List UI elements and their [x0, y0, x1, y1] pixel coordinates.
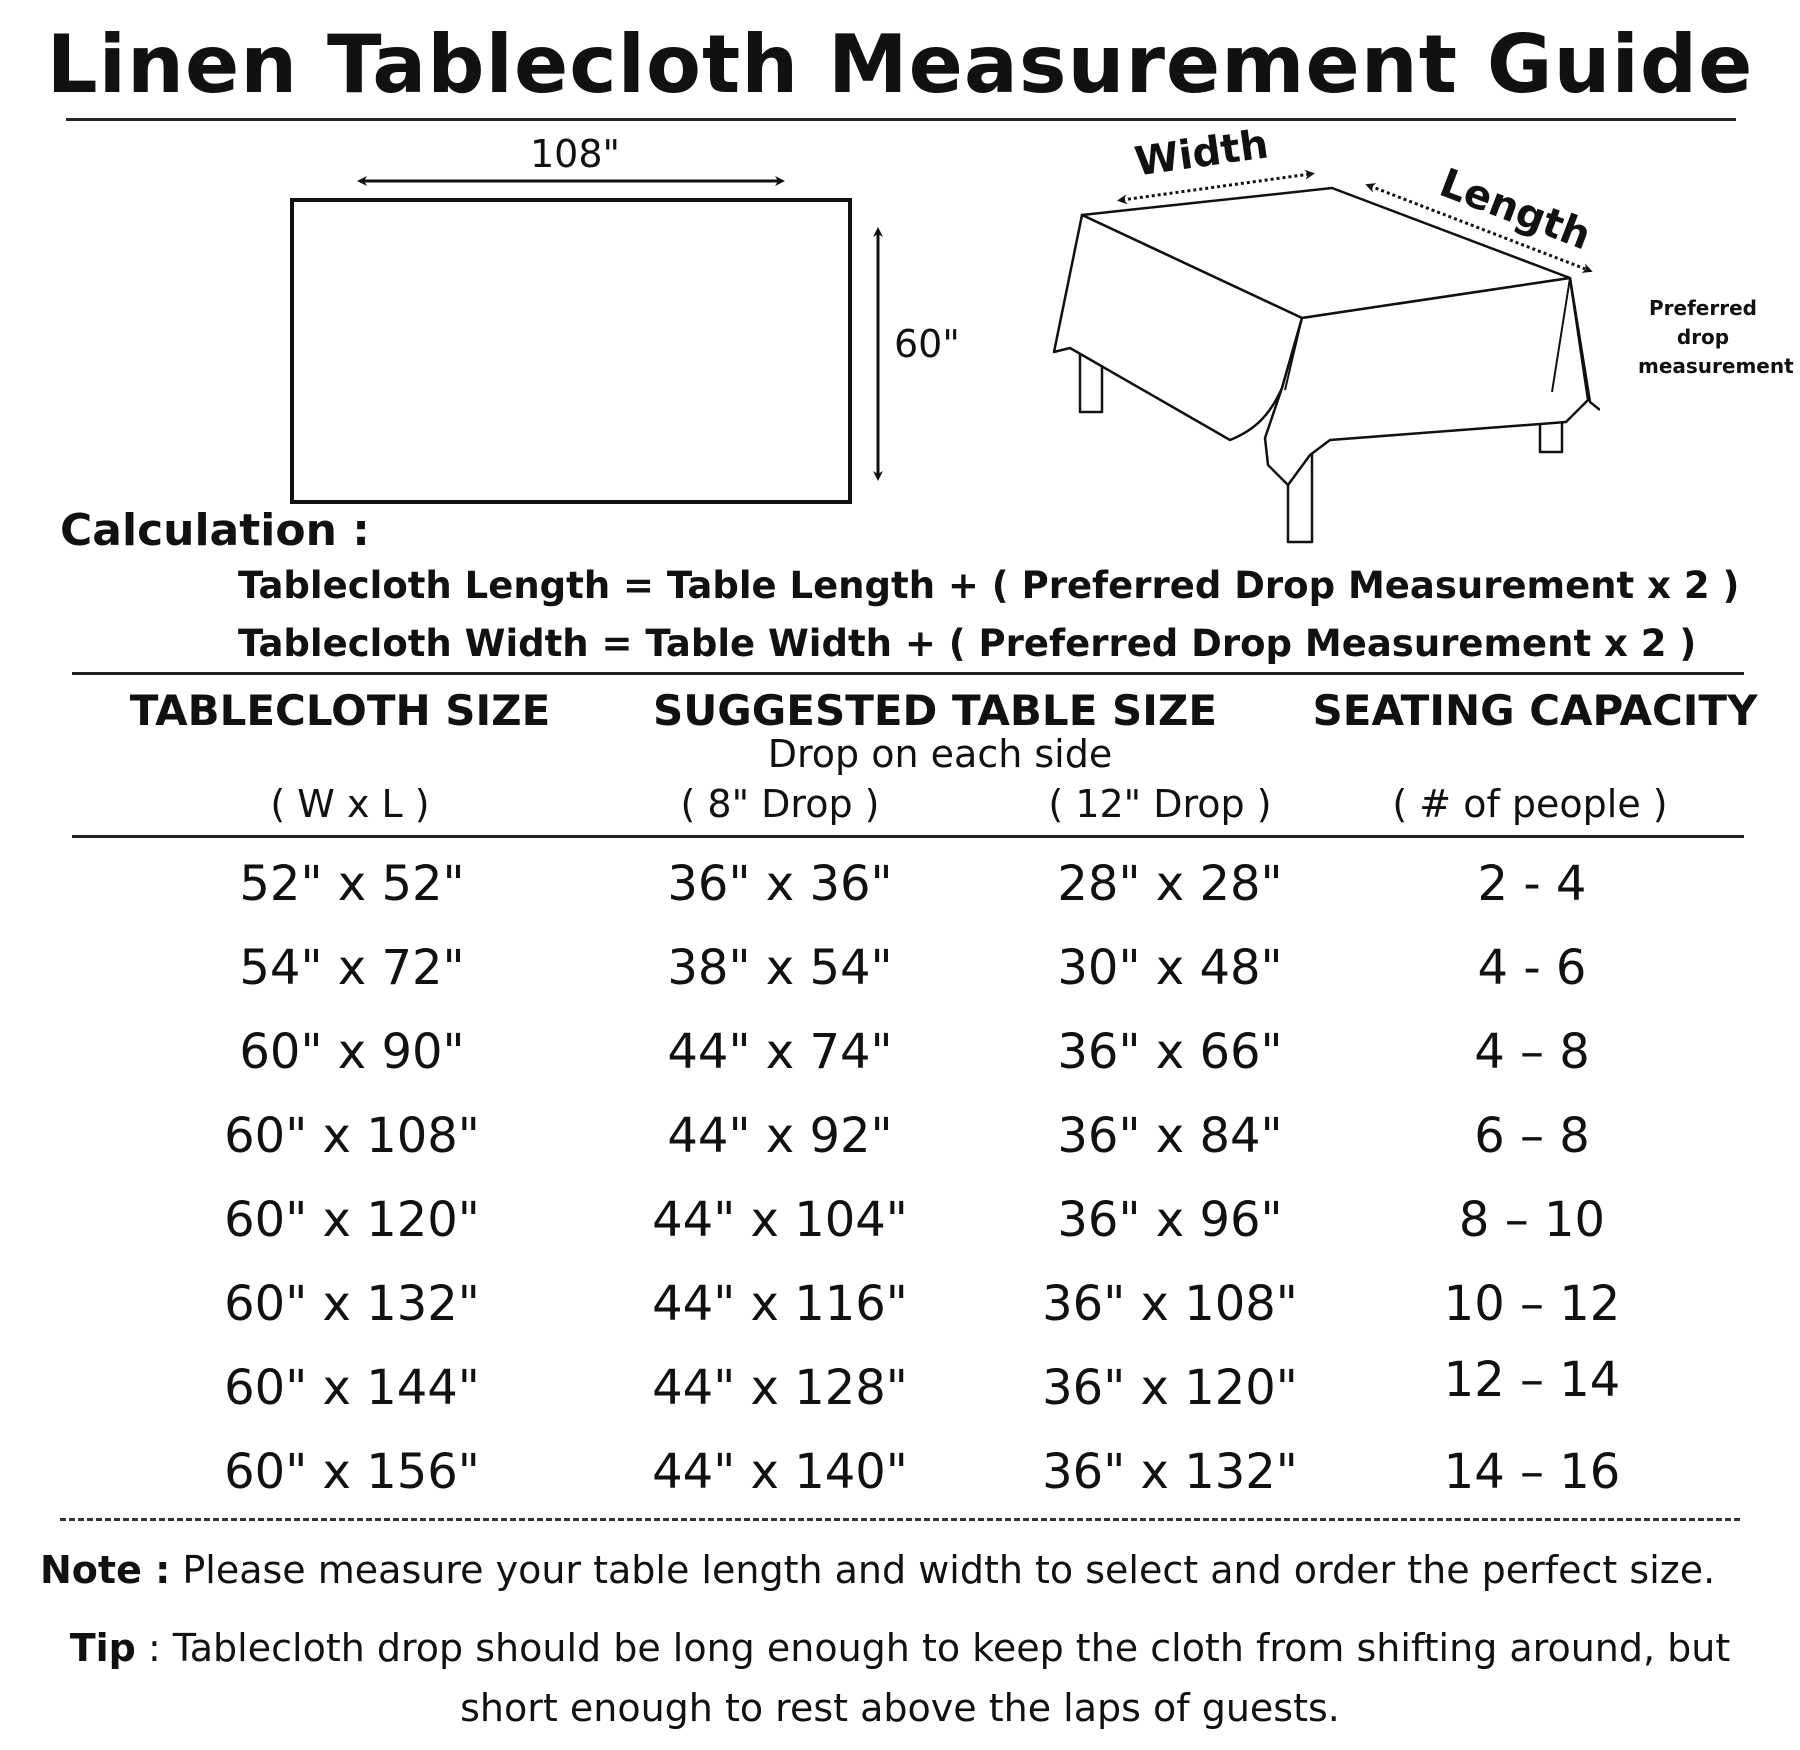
drop-label-line-1: Preferred: [1649, 296, 1757, 320]
table-row: [0, 1100, 1800, 1184]
tip-text-line-1: : Tablecloth drop should be long enough to keep the cloth from shifting around, but: [147, 1626, 1731, 1670]
cell-tablecloth-size: 60" x 120": [224, 1192, 480, 1248]
cell-12-drop: 36" x 120": [1042, 1360, 1298, 1416]
formula-length: Tablecloth Length = Table Length + ( Preferred Drop Measurement x 2 ): [238, 564, 1740, 607]
header-bottom-rule: [72, 835, 1744, 838]
cell-seating: 8 – 10: [1458, 1192, 1606, 1248]
title-divider: [66, 118, 1736, 121]
note-label: Note :: [40, 1548, 171, 1592]
header-suggested-table-size: SUGGESTED TABLE SIZE: [652, 686, 1218, 735]
size-table: [0, 848, 1800, 1508]
cell-tablecloth-size: 52" x 52": [239, 856, 465, 912]
cell-8-drop: 44" x 140": [652, 1444, 908, 1500]
cell-12-drop: 36" x 84": [1057, 1108, 1283, 1164]
header-seating-capacity: SEATING CAPACITY: [1312, 686, 1758, 735]
cell-tablecloth-size: 60" x 144": [224, 1360, 480, 1416]
cell-12-drop: 30" x 48": [1057, 940, 1283, 996]
header-tablecloth-size: TABLECLOTH SIZE: [129, 686, 551, 735]
flat-tablecloth-diagram: [280, 160, 1000, 520]
cell-12-drop: 36" x 66": [1057, 1024, 1283, 1080]
drop-label-line-3: measurement: [1638, 354, 1794, 378]
table-row: [0, 1016, 1800, 1100]
cell-8-drop: 36" x 36": [667, 856, 893, 912]
subheader-8-drop: ( 8" Drop ): [680, 782, 880, 826]
table-top-rule: [72, 672, 1744, 675]
cell-seating: 12 – 14: [1443, 1352, 1621, 1408]
note: [40, 1548, 1715, 1592]
calculation-label: Calculation :: [60, 505, 370, 556]
cell-seating: 6 – 8: [1474, 1108, 1590, 1164]
cell-12-drop: 36" x 132": [1042, 1444, 1298, 1500]
note-text: Please measure your table length and width to select and order the perfect size.: [182, 1548, 1716, 1592]
cell-8-drop: 44" x 92": [667, 1108, 893, 1164]
dashed-divider: [60, 1518, 1740, 1521]
table-row: [0, 1184, 1800, 1268]
drop-caption: Drop on each side: [767, 732, 1113, 776]
cell-8-drop: 44" x 128": [652, 1360, 908, 1416]
table-row: [0, 1352, 1800, 1436]
formula-width: Tablecloth Width = Table Width + ( Preferred Drop Measurement x 2 ): [238, 622, 1697, 665]
cell-tablecloth-size: 60" x 90": [239, 1024, 465, 1080]
cell-12-drop: 36" x 108": [1042, 1276, 1298, 1332]
cell-8-drop: 38" x 54": [667, 940, 893, 996]
cell-8-drop: 44" x 104": [652, 1192, 908, 1248]
table-row: [0, 1268, 1800, 1352]
subheader-12-drop: ( 12" Drop ): [1048, 782, 1272, 826]
subheader-wxl: ( W x L ): [270, 782, 430, 826]
tip-text-line-2: short enough to rest above the laps of guests.: [460, 1686, 1340, 1730]
cell-tablecloth-size: 60" x 156": [224, 1444, 480, 1500]
drop-measurement-label: [1638, 294, 1794, 381]
cell-tablecloth-size: 60" x 108": [224, 1108, 480, 1164]
cell-seating: 14 – 16: [1443, 1444, 1621, 1500]
flat-height-label: 60": [894, 322, 960, 366]
page-title: Linen Tablecloth Measurement Guide: [46, 18, 1754, 111]
table-length-label: Length: [1433, 160, 1597, 260]
subheader-people: ( # of people ): [1392, 782, 1668, 826]
cell-8-drop: 44" x 116": [652, 1276, 908, 1332]
table-row: [0, 1436, 1800, 1520]
tip-line-1: [0, 1618, 1800, 1678]
cell-12-drop: 28" x 28": [1057, 856, 1283, 912]
cell-seating: 4 – 8: [1474, 1024, 1590, 1080]
flat-width-label: 108": [530, 132, 621, 176]
drop-label-line-2: drop: [1676, 325, 1730, 349]
cell-8-drop: 44" x 74": [667, 1024, 893, 1080]
cell-seating: 2 - 4: [1477, 856, 1587, 912]
table-row: [0, 932, 1800, 1016]
flat-tablecloth-rect: [292, 200, 850, 502]
table-row: [0, 848, 1800, 932]
tip-label: Tip: [69, 1626, 136, 1670]
tip: [0, 1618, 1800, 1738]
cell-tablecloth-size: 60" x 132": [224, 1276, 480, 1332]
cell-12-drop: 36" x 96": [1057, 1192, 1283, 1248]
cell-seating: 10 – 12: [1443, 1276, 1621, 1332]
cell-tablecloth-size: 54" x 72": [239, 940, 465, 996]
cell-seating: 4 - 6: [1477, 940, 1587, 996]
table-width-label: Width: [1132, 121, 1272, 186]
